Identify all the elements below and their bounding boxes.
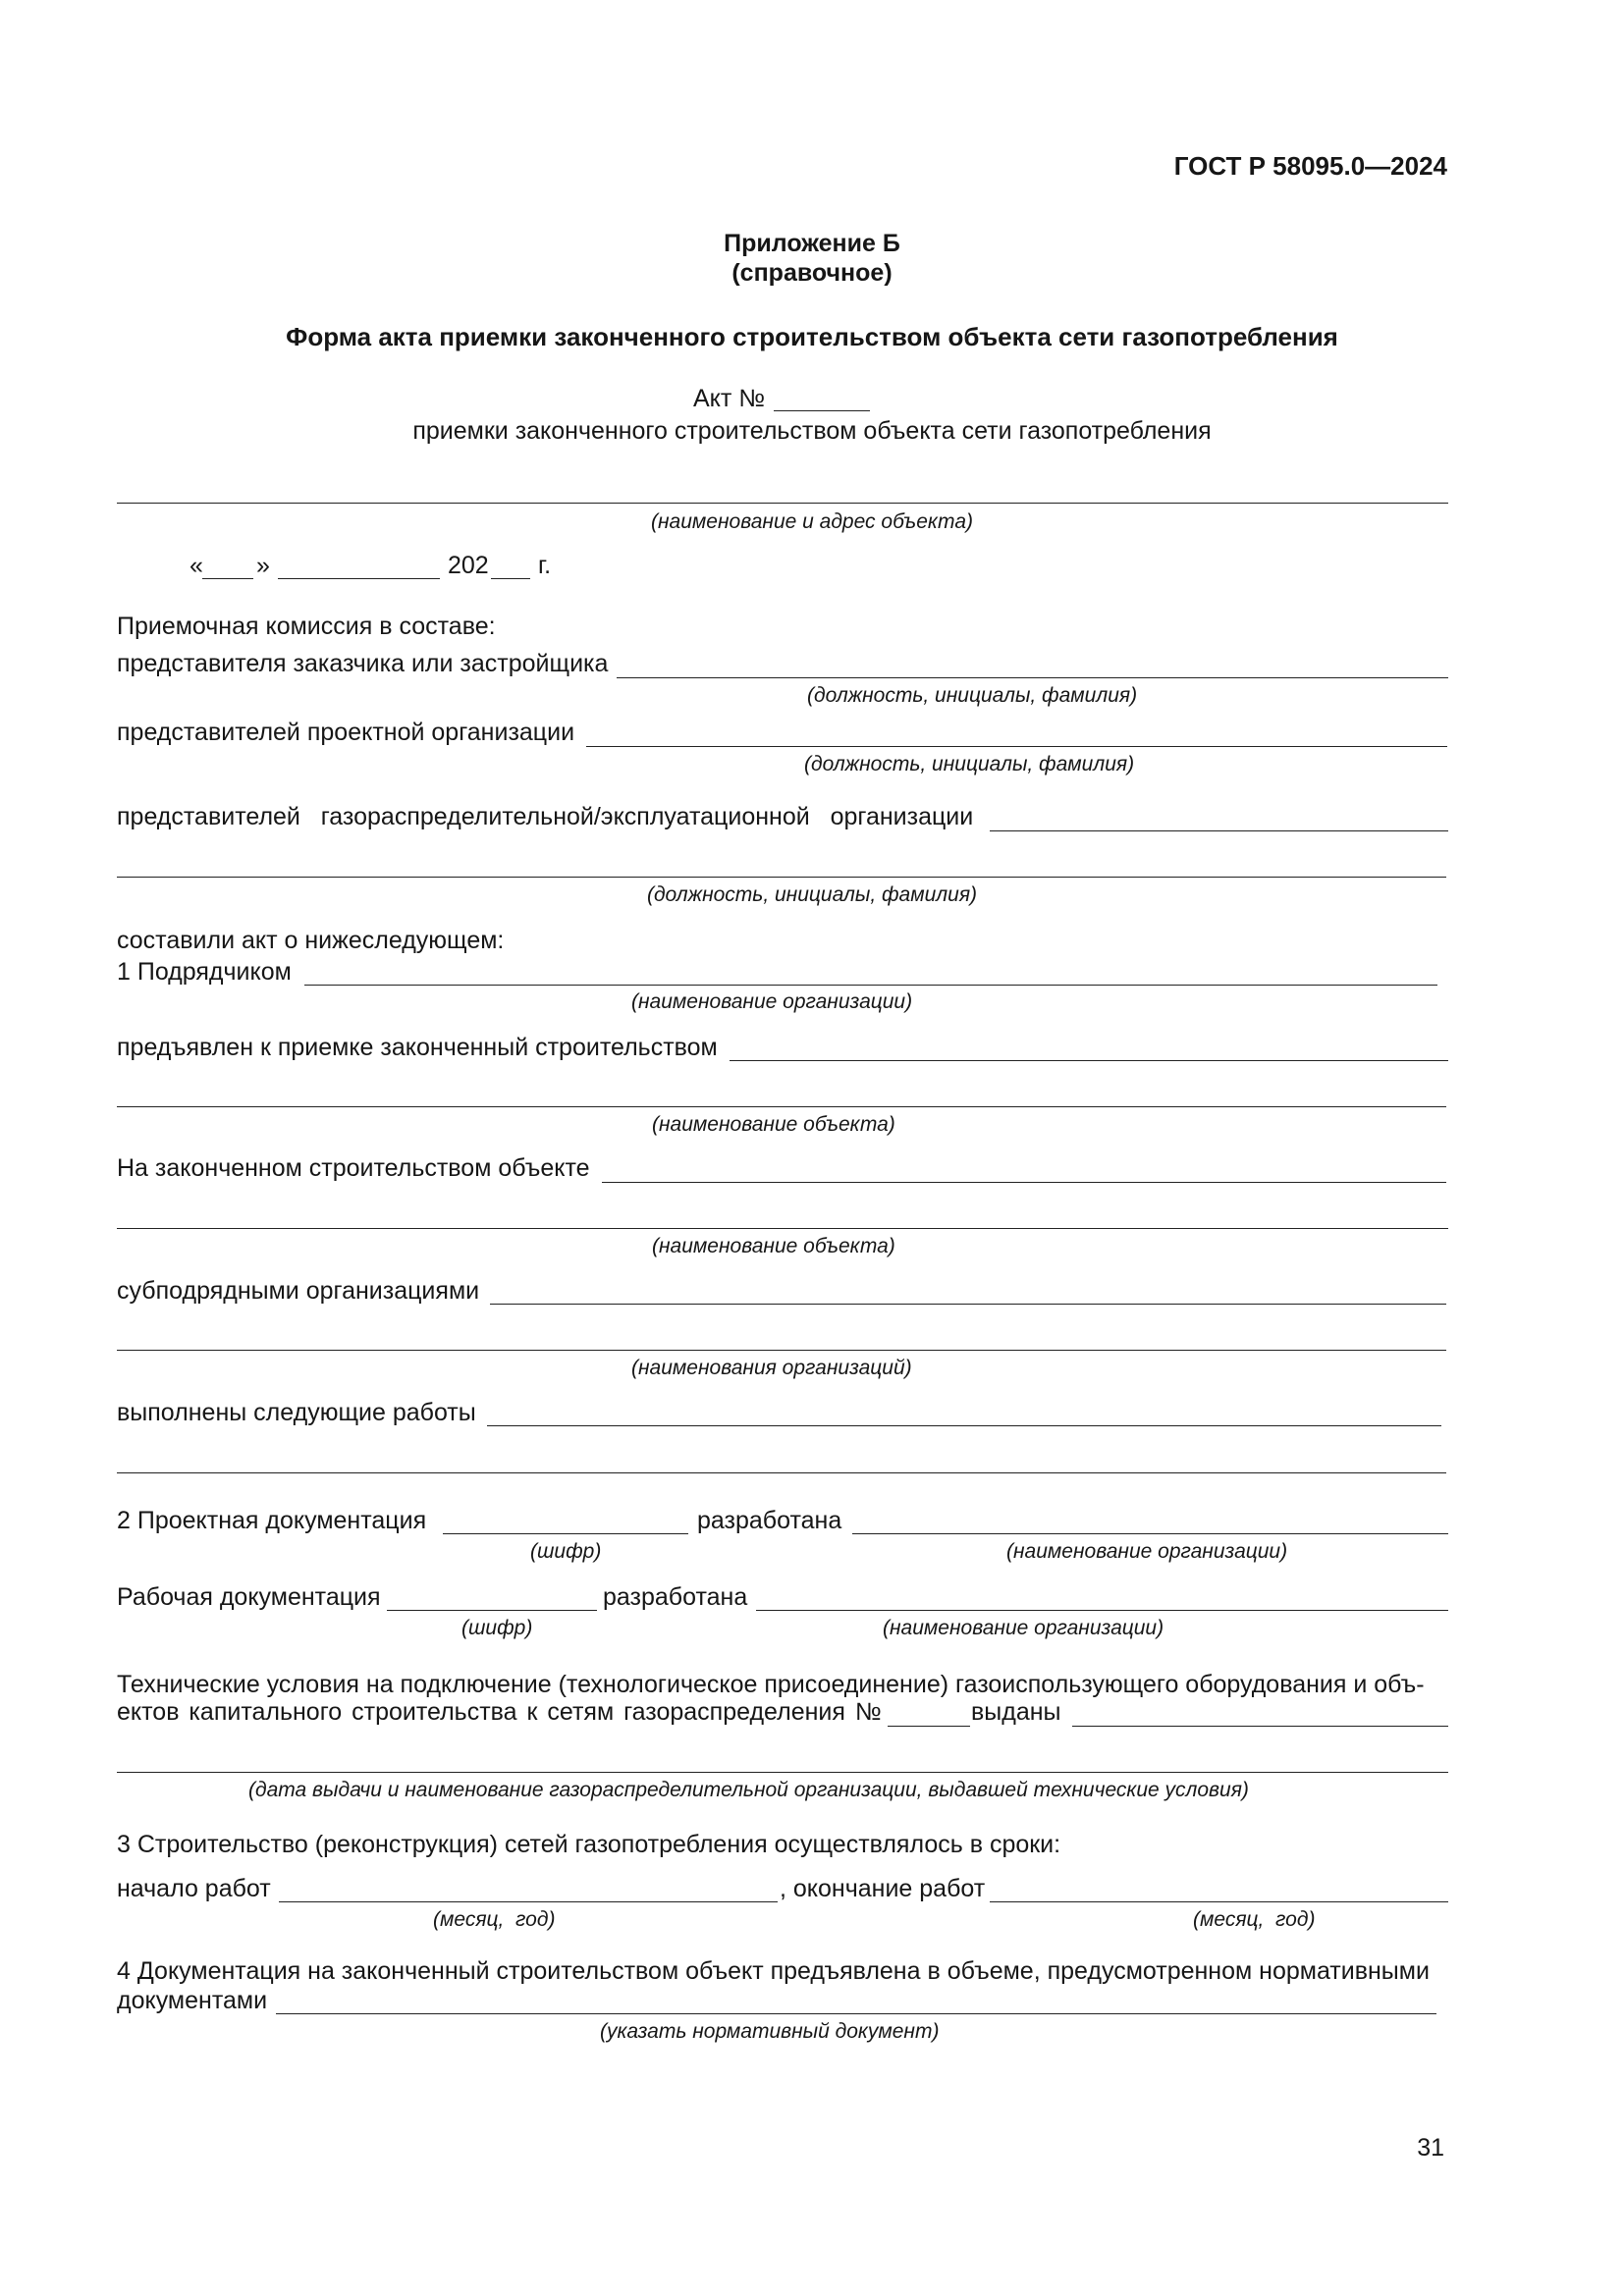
gas-org-hint: (должность, инициалы, фамилия) [646, 883, 978, 906]
project-doc-cipher-hint: (шифр) [530, 1540, 602, 1563]
tech-conditions-issued: выданы [971, 1698, 1061, 1726]
start-works-label: начало работ [117, 1875, 271, 1902]
act-number-label: Акт № [693, 385, 766, 412]
project-doc-org-hint: (наименование организации) [1006, 1540, 1288, 1563]
start-works-hint: (месяц, год) [433, 1908, 556, 1931]
composed-text: составили акт о нижеследующем: [117, 927, 505, 954]
date-open-quote: « [189, 552, 203, 579]
presented-field[interactable] [730, 1060, 1448, 1061]
work-doc-label: Рабочая документация [117, 1583, 381, 1611]
design-org-hint: (должность, инициалы, фамилия) [804, 753, 1135, 775]
contractor-label: 1 Подрядчиком [117, 958, 292, 986]
project-doc-cipher-field[interactable] [443, 1533, 688, 1534]
presented-field-2[interactable] [117, 1106, 1446, 1107]
contractor-field[interactable] [304, 985, 1437, 986]
year-suffix: г. [538, 552, 552, 579]
tech-conditions-field-2[interactable] [117, 1772, 1448, 1773]
month-field[interactable] [278, 578, 440, 579]
customer-field[interactable] [617, 677, 1448, 678]
project-doc-developed: разработана [697, 1507, 842, 1534]
tech-conditions-hint: (дата выдачи и наименование газораспределительной организации, выдавшей технические условия) [248, 1779, 1249, 1801]
gas-org-field-2[interactable] [117, 877, 1446, 878]
appendix-title: Приложение Б [724, 230, 900, 257]
end-works-label: , окончание работ [780, 1875, 986, 1902]
subcontractors-field-2[interactable] [117, 1350, 1446, 1351]
form-title: Форма акта приемки законченного строительством объекта сети газопотребления [286, 322, 1338, 351]
day-field[interactable] [202, 578, 253, 579]
works-field-2[interactable] [117, 1472, 1446, 1473]
standard-number: ГОСТ Р 58095.0—2024 [1173, 151, 1447, 181]
work-doc-developed: разработана [603, 1583, 748, 1611]
appendix-subtitle: (справочное) [731, 259, 893, 287]
normative-document-field[interactable] [276, 2013, 1436, 2014]
on-object-field[interactable] [602, 1182, 1446, 1183]
documentation-line-1: 4 Документация на законченный строительством объект предъявлена в объеме, предусмотренном нормативными [117, 1957, 1430, 1985]
year-field[interactable] [491, 578, 530, 579]
presented-object-hint: (наименование объекта) [652, 1113, 895, 1136]
subcontractors-hint: (наименования организаций) [631, 1357, 912, 1379]
tech-conditions-line-2: ектов капитального строительства к сетям газораспределения № [117, 1698, 882, 1726]
subcontractors-field[interactable] [490, 1304, 1446, 1305]
object-hint: (наименование и адрес объекта) [650, 510, 973, 533]
work-doc-cipher-field[interactable] [387, 1610, 597, 1611]
gas-org-label: представителей газораспределительной/эксплуатационной организации [117, 803, 974, 830]
design-org-label: представителей проектной организации [117, 719, 575, 746]
normative-document-hint: (указать нормативный документ) [600, 2020, 940, 2043]
work-doc-org-hint: (наименование организации) [883, 1617, 1164, 1639]
work-doc-org-field[interactable] [756, 1610, 1448, 1611]
tech-conditions-line-1: Технические условия на подключение (технологическое присоединение) газоиспользующего оборудования и объ- [117, 1671, 1425, 1698]
page-number: 31 [1417, 2134, 1444, 2162]
tech-conditions-number-field[interactable] [888, 1726, 970, 1727]
contractor-hint: (наименование организации) [631, 990, 913, 1013]
construction-dates-title: 3 Строительство (реконструкция) сетей газопотребления осуществлялось в сроки: [117, 1831, 1061, 1858]
end-works-hint: (месяц, год) [1193, 1908, 1316, 1931]
project-doc-label: 2 Проектная документация [117, 1507, 427, 1534]
subcontractors-label: субподрядными организациями [117, 1277, 480, 1305]
end-works-field[interactable] [990, 1901, 1448, 1902]
works-field[interactable] [487, 1425, 1441, 1426]
date-close-quote: » [256, 552, 270, 579]
start-works-field[interactable] [279, 1901, 778, 1902]
works-label: выполнены следующие работы [117, 1399, 476, 1426]
project-doc-org-field[interactable] [852, 1533, 1448, 1534]
tech-conditions-issued-field[interactable] [1072, 1726, 1448, 1727]
gas-org-field[interactable] [990, 830, 1448, 831]
customer-hint: (должность, инициалы, фамилия) [807, 684, 1138, 707]
on-object-hint: (наименование объекта) [652, 1235, 895, 1257]
on-object-label: На законченном строительством объекте [117, 1154, 590, 1182]
on-object-field-2[interactable] [117, 1228, 1448, 1229]
commission-intro: Приемочная комиссия в составе: [117, 613, 496, 640]
object-name-field[interactable] [117, 503, 1448, 504]
documentation-line-2: документами [117, 1987, 268, 2014]
presented-label: предъявлен к приемке законченный строительством [117, 1034, 718, 1061]
design-org-field[interactable] [586, 746, 1447, 747]
customer-label: представителя заказчика или застройщика [117, 650, 609, 677]
act-number-field[interactable] [774, 410, 870, 411]
act-subtitle: приемки законченного строительством объекта сети газопотребления [412, 417, 1212, 445]
work-doc-cipher-hint: (шифр) [461, 1617, 533, 1639]
year-prefix: 202 [448, 552, 489, 579]
